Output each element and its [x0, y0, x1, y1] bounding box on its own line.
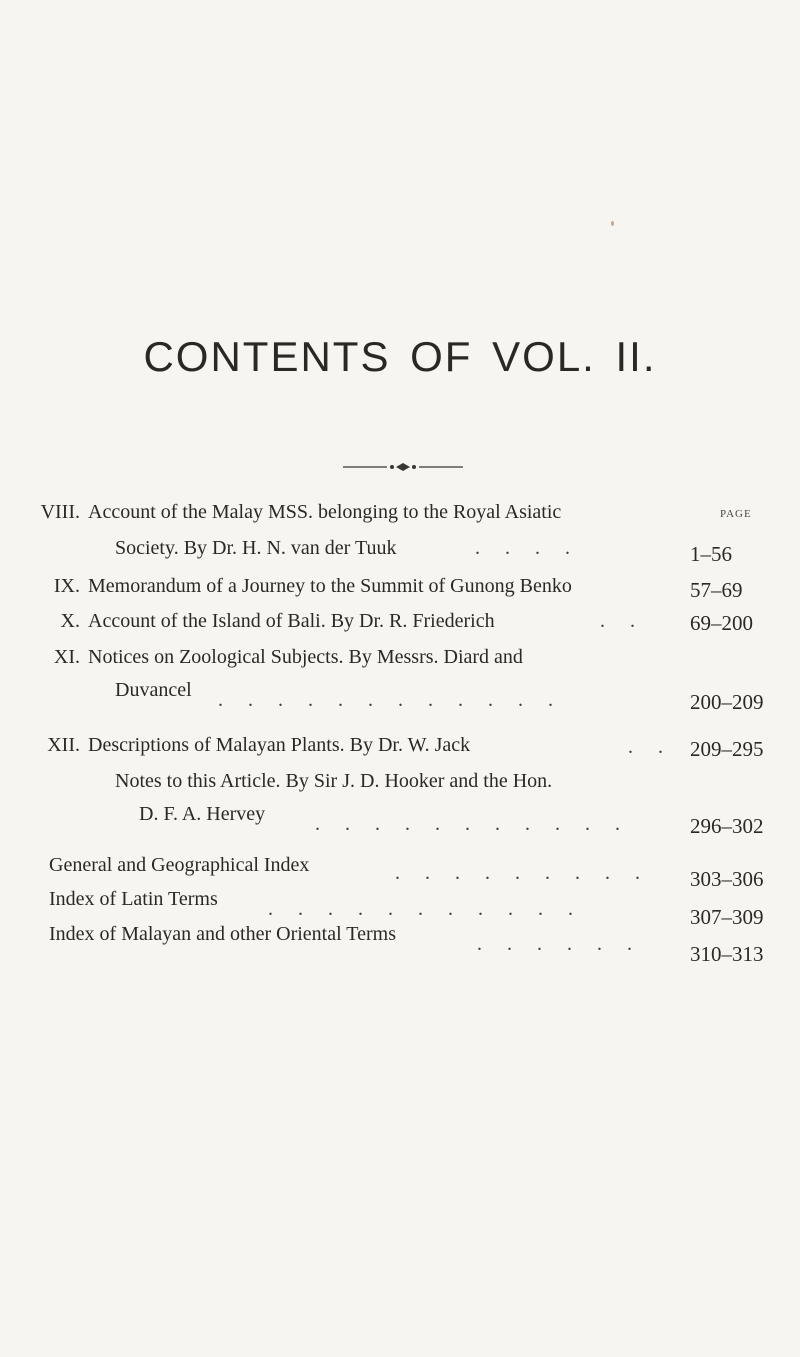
entry-title: Index of Malayan and other Oriental Terms: [49, 923, 397, 945]
entry-title: Memorandum of a Journey to the Summit of Gunong Benko: [88, 575, 572, 597]
dot-leader: . . . .: [475, 537, 580, 559]
entry-numeral: VIII.: [40, 501, 80, 523]
entry-pages: 303–306: [690, 867, 764, 891]
entry-pages: 57–69: [690, 578, 743, 602]
dot-leader: . . . . . .: [477, 933, 642, 955]
entry-pages: 209–295: [690, 737, 764, 761]
dot-leader: . .: [600, 610, 645, 632]
paper-speck: [611, 221, 614, 226]
entry-title: Descriptions of Malayan Plants. By Dr. W. Jack: [88, 734, 471, 756]
dot-leader: . . . . . . . . .: [395, 862, 650, 884]
entry-pages: 307–309: [690, 905, 764, 929]
entry-numeral: XII.: [47, 734, 80, 756]
entry-title: Account of the Island of Bali. By Dr. R. Friederich: [88, 610, 495, 632]
entry-numeral: IX.: [53, 575, 80, 597]
entry-pages: 1–56: [690, 542, 732, 566]
entry-pages: 69–200: [690, 611, 753, 635]
page-title: CONTENTS OF VOL. II.: [143, 333, 657, 380]
entry-title: Notes to this Article. By Sir J. D. Hooker and the Hon.: [115, 770, 553, 792]
entry-title: Index of Latin Terms: [49, 888, 218, 910]
entry-title-line2: Society. By Dr. H. N. van der Tuuk: [115, 537, 397, 559]
entry-pages: 296–302: [690, 814, 764, 838]
entry-pages: 310–313: [690, 942, 764, 966]
entry-title: Account of the Malay MSS. belonging to the Royal Asiatic: [88, 501, 562, 523]
entry-title-line2: D. F. A. Hervey: [139, 803, 266, 825]
entry-pages: 200–209: [690, 690, 764, 714]
entry-title: Notices on Zoological Subjects. By Messrs. Diard and: [88, 646, 523, 668]
entry-title-line2: Duvancel: [115, 679, 192, 701]
ornament-rule-icon: [343, 462, 463, 472]
entry-numeral: XI.: [53, 646, 80, 668]
page-column-label: PAGE: [720, 508, 752, 520]
dot-leader: . .: [628, 736, 673, 758]
entry-title: General and Geographical Index: [49, 854, 310, 876]
dot-leader: . . . . . . . . . . . .: [218, 689, 563, 711]
dot-leader: . . . . . . . . . . .: [315, 813, 630, 835]
entry-numeral: X.: [60, 610, 80, 632]
dot-leader: . . . . . . . . . . .: [268, 898, 583, 920]
